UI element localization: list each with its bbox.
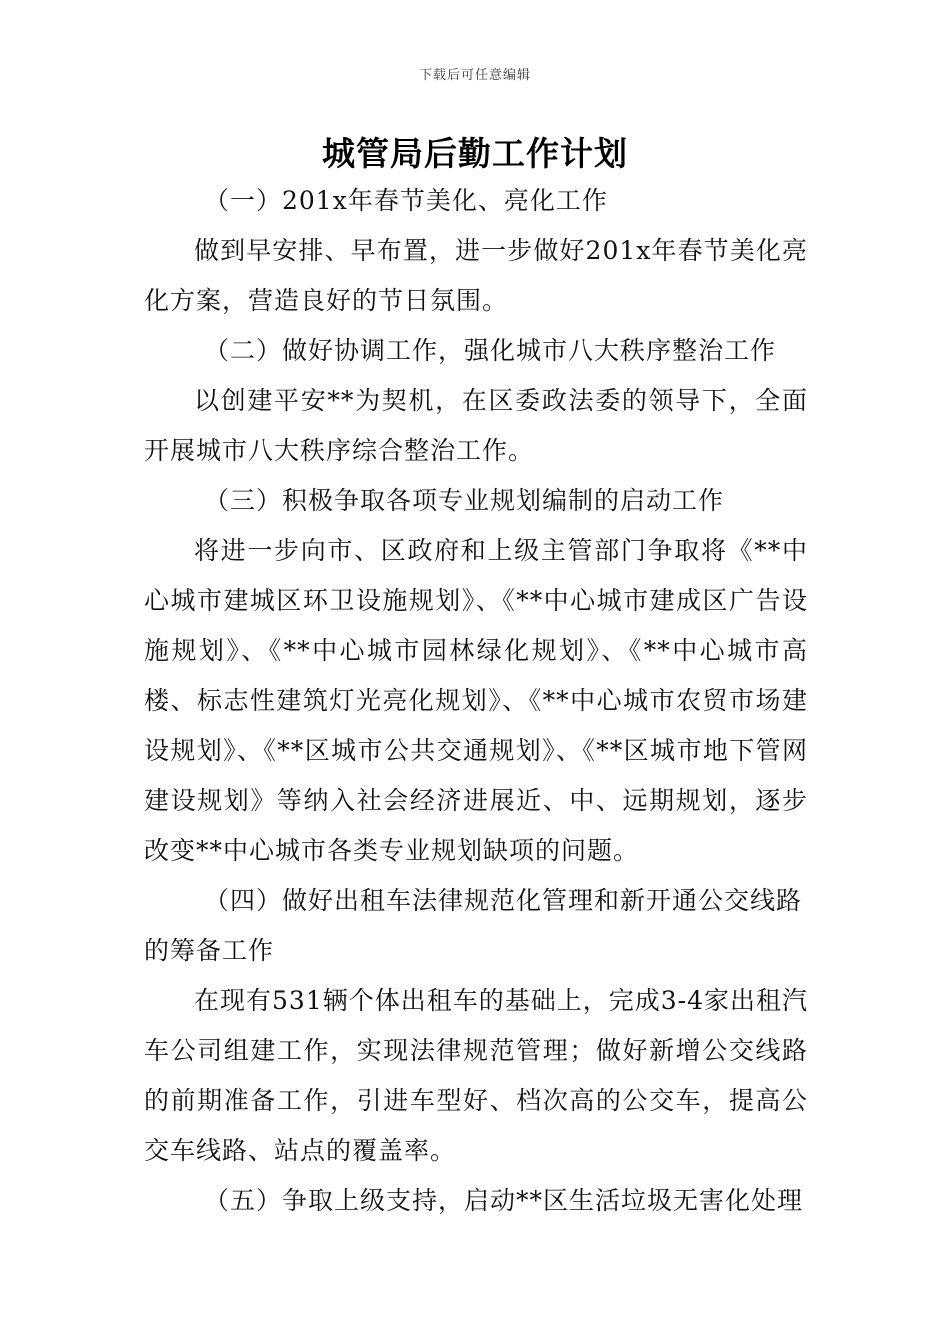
section-heading-1: （一）201x年春节美化、亮化工作 [204,186,608,215]
section-paragraph-2: 以创建平安**为契机，在区委政法委的领导下，全面开展城市八大秩序综合整治工作。 [144,386,808,465]
section-paragraph-1: 做到早安排、早布置，进一步做好201x年春节美化亮化方案，营造良好的节日氛围。 [144,236,808,315]
section-heading-5: （五）争取上级支持，启动**区生活垃圾无害化处理 [204,1186,804,1215]
document-body [144,176,808,1226]
section-heading-2: （二）做好协调工作，强化城市八大秩序整治工作 [204,336,777,365]
section-paragraph-4: 在现有531辆个体出租车的基础上，完成3-4家出租汽车公司组建工作，实现法律规范管理；做好新增公交线路的前期准备工作，引进车型好、档次高的公交车，提高公交车线路、站点的覆盖率。 [144,986,808,1165]
section-paragraph-3: 将进一步向市、区政府和上级主管部门争取将《**中心城市建城区环卫设施规划》、《**中心城市建成区广告设施规划》、《**中心城市园林绿化规划》、《**中心城市高楼、标志性建筑灯光亮化规划》、《**中心城市农贸市场建设规划》、《**区城市公共交通规划》、《**区城市地下管网建设规划》等纳入社会经济进展近、中、远期规划，逐步改变**中心城市各类专业规划缺项的问题。 [144,536,808,865]
section-heading-4: （四）做好出租车法律规范化管理和新开通公交线路的筹备工作 [144,886,803,965]
section-heading-3: （三）积极争取各项专业规划编制的启动工作 [204,486,725,515]
page-header: 下载后可任意编辑 [418,68,531,83]
document-title: 城管局后勤工作计划 [322,134,628,173]
